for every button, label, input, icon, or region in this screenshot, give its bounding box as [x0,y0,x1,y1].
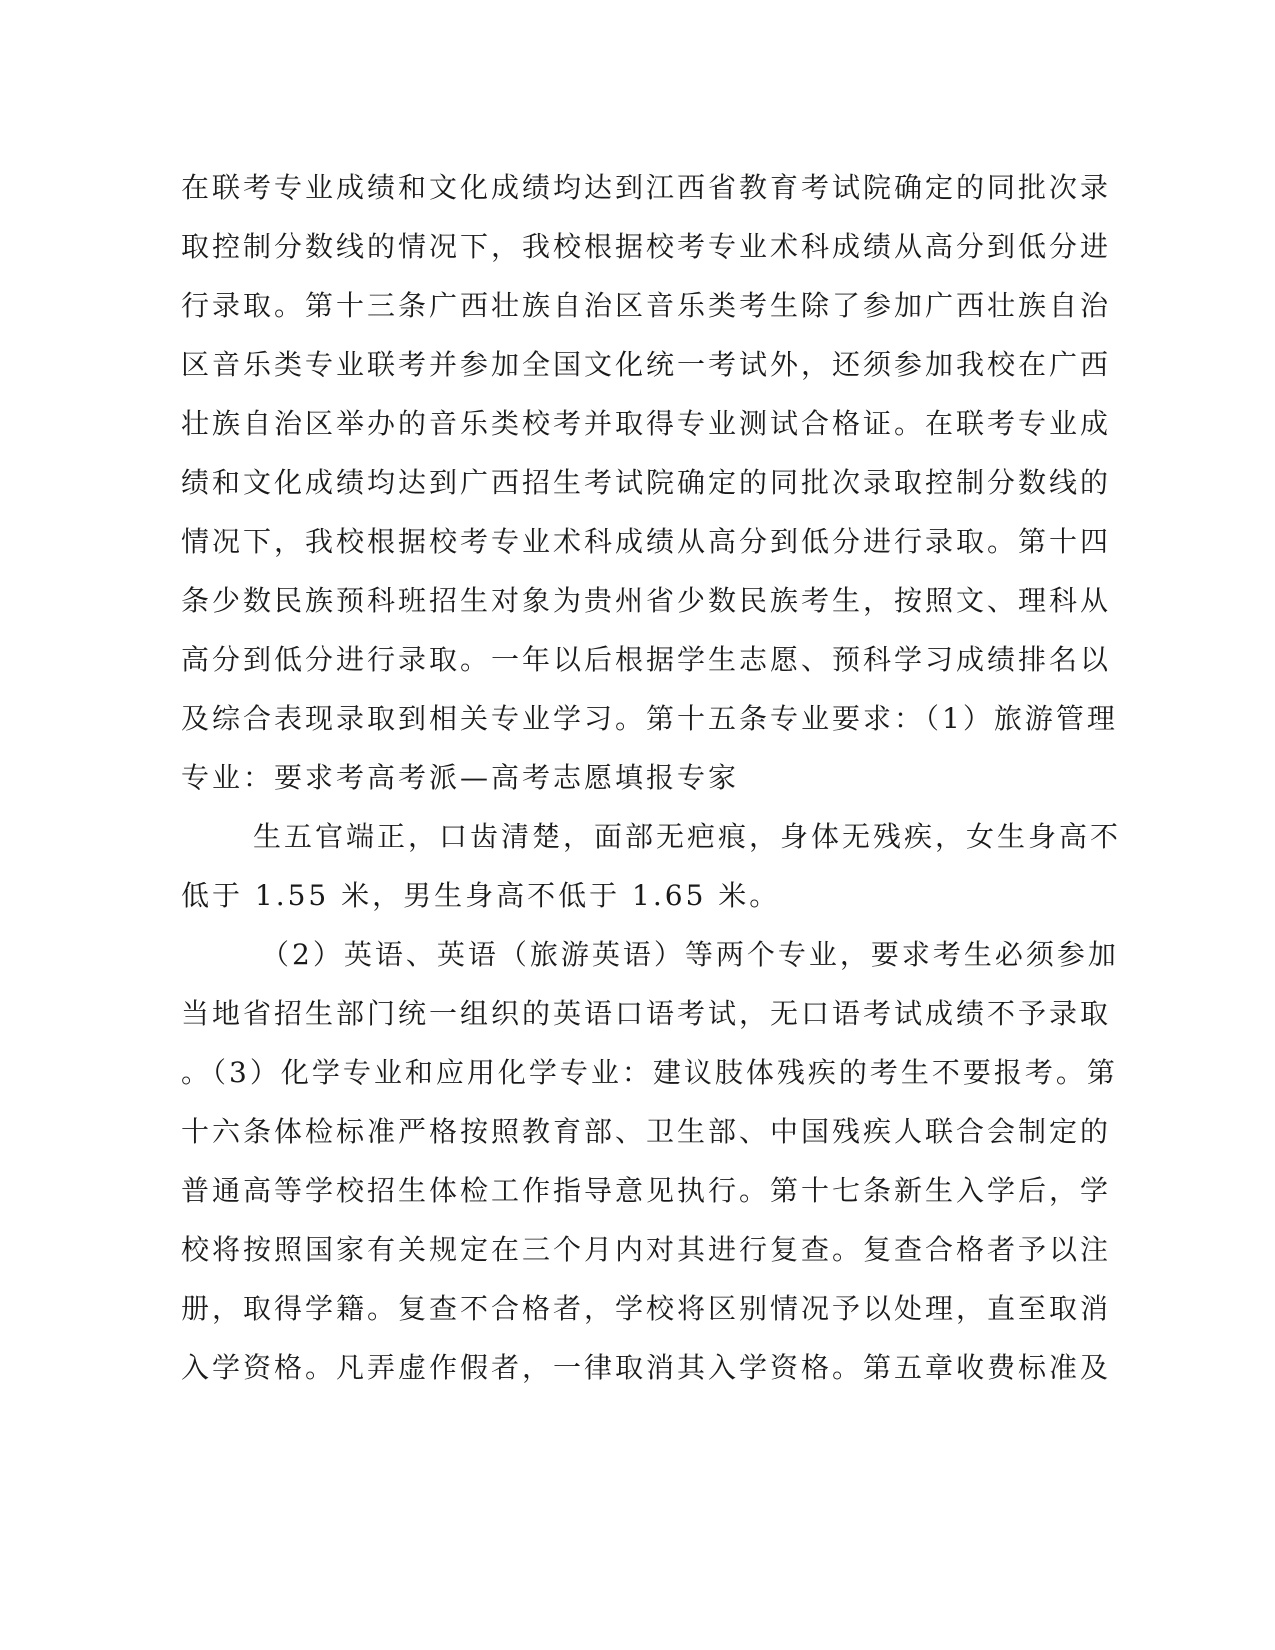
text-line-indented: 生五官端正，口齿清楚，面部无疤痕，身体无残疾，女生身高不 [253,820,1122,853]
text-line: 十六条体检标准严格按照教育部、卫生部、中国残疾人联合会制定的 [181,1115,1112,1148]
text-line: 校将按照国家有关规定在三个月内对其进行复查。复查合格者予以注 [181,1233,1112,1266]
text-line: 绩和文化成绩均达到广西招生考试院确定的同批次录取控制分数线的 [181,466,1112,499]
text-line: 取控制分数线的情况下，我校根据校考专业术科成绩从高分到低分进 [181,230,1112,263]
text-line: 行录取。第十三条广西壮族自治区音乐类考生除了参加广西壮族自治 [181,289,1112,322]
text-line-indented: （2）英语、英语（旅游英语）等两个专业，要求考生必须参加 [261,938,1119,971]
text-line: 高分到低分进行录取。一年以后根据学生志愿、预科学习成绩排名以 [181,643,1112,676]
text-line: 情况下，我校根据校考专业术科成绩从高分到低分进行录取。第十四 [181,525,1112,558]
text-line: 普通高等学校招生体检工作指导意见执行。第十七条新生入学后，学 [181,1174,1112,1207]
text-line: 壮族自治区举办的音乐类校考并取得专业测试合格证。在联考专业成 [181,407,1112,440]
document-body [181,158,1122,1397]
text-line: 。（3）化学专业和应用化学专业：建议肢体残疾的考生不要报考。第 [181,1056,1118,1089]
text-line: 条少数民族预科班招生对象为贵州省少数民族考生，按照文、理科从 [181,584,1112,617]
text-line: 在联考专业成绩和文化成绩均达到江西省教育考试院确定的同批次录 [181,171,1112,204]
text-line: 当地省招生部门统一组织的英语口语考试，无口语考试成绩不予录取 [181,997,1112,1030]
text-line: 区音乐类专业联考并参加全国文化统一考试外，还须参加我校在广西 [181,348,1112,381]
text-line: 低于 1.55 米，男生身高不低于 1.65 米。 [181,879,781,912]
text-line: 入学资格。凡弄虚作假者，一律取消其入学资格。第五章收费标准及 [181,1351,1112,1384]
text-line: 专业：要求考高考派—高考志愿填报专家 [181,761,740,794]
text-line: 及综合表现录取到相关专业学习。第十五条专业要求：（1）旅游管理 [181,702,1118,735]
text-line: 册，取得学籍。复查不合格者，学校将区别情况予以处理，直至取消 [181,1292,1112,1325]
